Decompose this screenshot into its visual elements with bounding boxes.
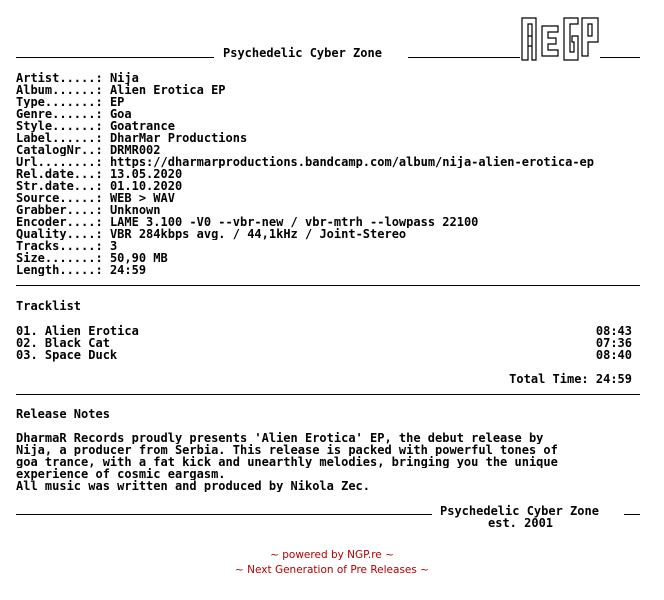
info-label: Album......: <box>16 84 103 96</box>
info-row <box>16 264 656 276</box>
info-row <box>16 132 656 144</box>
info-row <box>16 252 656 264</box>
info-label: Encoder....: <box>16 216 103 228</box>
footer-rule-right <box>624 514 640 515</box>
note-line: experience of cosmic eargasm. <box>16 468 226 480</box>
info-value: Unknown <box>109 204 161 216</box>
info-row <box>16 84 656 96</box>
track-duration: 08:40 <box>595 348 632 362</box>
promo-tagline: ~ Next Generation of Pre Releases ~ <box>235 564 429 576</box>
note-line: DharmaR Records proudly presents 'Alien Erotica' EP, the debut release by <box>16 432 544 444</box>
info-value: Goa <box>109 108 132 120</box>
info-label: Source.....: <box>16 192 103 204</box>
info-row <box>16 120 656 132</box>
info-label: Grabber....: <box>16 204 103 216</box>
track-row <box>16 336 632 348</box>
track-duration: 08:43 <box>595 324 632 338</box>
info-value: DRMR002 <box>109 144 161 156</box>
footer-est: est. 2001 <box>488 516 554 530</box>
info-label: CatalogNr..: <box>16 144 103 156</box>
ngp-logo-icon <box>520 16 600 62</box>
header-title: Psychedelic Cyber Zone <box>223 46 382 60</box>
track-row <box>16 324 632 336</box>
info-label: Tracks.....: <box>16 240 103 252</box>
info-value: Alien Erotica EP <box>109 84 226 96</box>
info-value: DharMar Productions <box>109 132 248 144</box>
info-row <box>16 96 656 108</box>
track-title: 02. Black Cat <box>16 336 110 350</box>
info-row <box>16 72 656 84</box>
track-duration: 07:36 <box>595 336 632 350</box>
info-label: Artist.....: <box>16 72 103 84</box>
info-value: https://dharmarproductions.bandcamp.com/album/nija-alien-erotica-ep <box>109 156 594 168</box>
track-row <box>16 348 632 360</box>
info-row <box>16 204 656 216</box>
divider <box>16 285 640 286</box>
info-label: Str.date...: <box>16 180 103 192</box>
release-notes-heading: Release Notes <box>16 407 110 421</box>
info-label: Quality....: <box>16 228 103 240</box>
info-value: WEB > WAV <box>109 192 175 204</box>
track-title: 01. Alien Erotica <box>16 324 139 338</box>
info-label: Rel.date...: <box>16 168 103 180</box>
header-rule-right <box>408 57 520 58</box>
info-row <box>16 228 656 240</box>
info-label: Style......: <box>16 120 103 132</box>
info-row <box>16 168 656 180</box>
header-rule-left <box>16 57 214 58</box>
info-value: LAME 3.100 -V0 --vbr-new / vbr-mtrh --lowpass 22100 <box>109 216 479 228</box>
info-row <box>16 108 656 120</box>
info-label: Length.....: <box>16 264 103 276</box>
info-value: 01.10.2020 <box>109 180 183 192</box>
release-info <box>16 72 656 276</box>
info-row <box>16 240 656 252</box>
info-value: VBR 284kbps avg. / 44,1kHz / Joint-Stereo <box>109 228 407 240</box>
info-row <box>16 192 656 204</box>
info-label: Label......: <box>16 132 103 144</box>
note-line: Nija, a producer from Serbia. This release is packed with powerful tones of <box>16 444 558 456</box>
footer-rule <box>16 514 432 515</box>
info-row <box>16 156 656 168</box>
release-notes <box>16 432 656 492</box>
note-line: All music was written and produced by Nikola Zec. <box>16 480 371 492</box>
tracklist-heading: Tracklist <box>16 299 82 313</box>
info-value: EP <box>109 96 125 108</box>
note-line: goa trance, with a fat kick and unearthly melodies, bringing you the unique <box>16 456 558 468</box>
divider <box>16 394 640 395</box>
info-label: Type.......: <box>16 96 103 108</box>
header-rule-far-right <box>600 57 640 58</box>
info-row <box>16 216 656 228</box>
info-row <box>16 180 656 192</box>
tracklist <box>16 324 632 360</box>
info-label: Size.......: <box>16 252 103 264</box>
info-label: Url........: <box>16 156 103 168</box>
promo-powered-by: ~ powered by NGP.re ~ <box>270 549 394 561</box>
info-row <box>16 144 656 156</box>
info-value: 3 <box>109 240 118 252</box>
track-title: 03. Space Duck <box>16 348 118 362</box>
total-time: Total Time: 24:59 <box>509 372 632 386</box>
info-value: Nija <box>109 72 139 84</box>
footer-title: Psychedelic Cyber Zone <box>440 504 599 518</box>
info-value: Goatrance <box>109 120 175 132</box>
info-label: Genre......: <box>16 108 103 120</box>
info-value: 13.05.2020 <box>109 168 183 180</box>
info-value: 24:59 <box>109 264 147 276</box>
info-value: 50,90 MB <box>109 252 168 264</box>
